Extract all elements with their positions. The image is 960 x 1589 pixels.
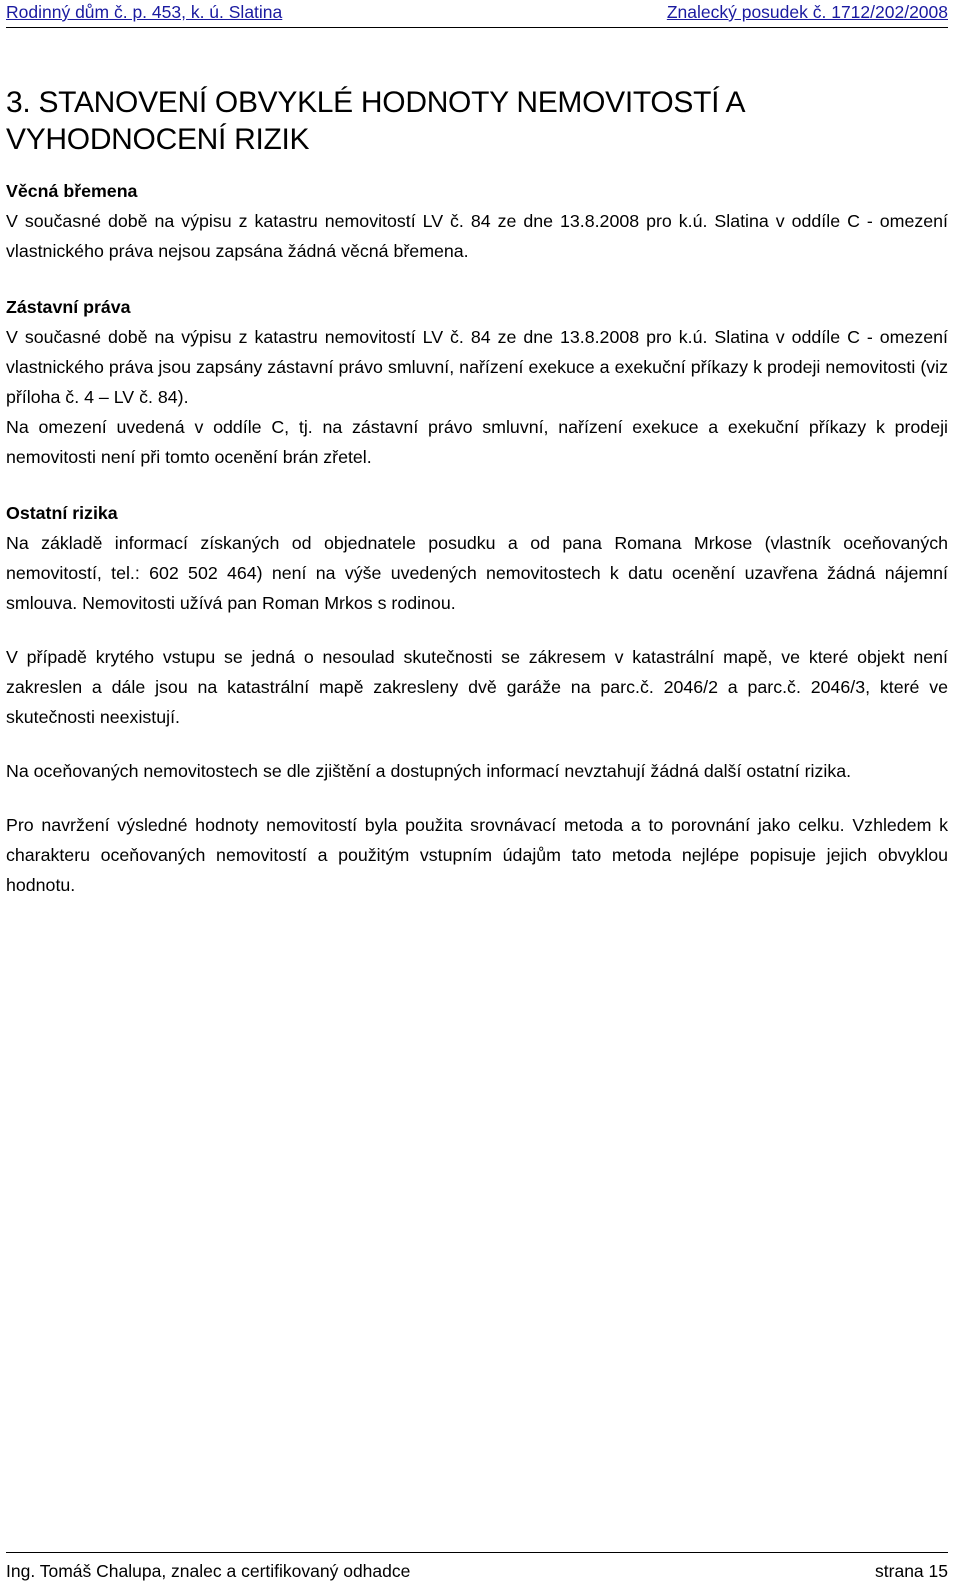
heading-vecna-bremena: Věcná břemena [6,181,138,201]
page-footer [6,1552,948,1582]
page-header [6,2,948,28]
paragraph-zastavni-prava-1: V současné době na výpisu z katastru nemovitostí LV č. 84 ze dne 13.8.2008 pro k.ú. Slatina v oddíle C - omezení vlastnického práva jsou zapsány zástavní právo smluvní, nařízení exekuce a exekuční příkazy k prodeji nemovitosti (viz příloha č. 4 – LV č. 84). [6,327,948,407]
header-document-subject: Rodinný dům č. p. 453, k. ú. Slatina [6,2,283,22]
heading-ostatni-rizika: Ostatní rizika [6,503,118,523]
document-body [6,176,948,900]
header-report-number: Znalecký posudek č. 1712/202/2008 [666,2,948,22]
paragraph-zastavni-prava-2: Na omezení uvedená v oddíle C, tj. na zástavní právo smluvní, nařízení exekuce a exekuční příkazy k prodeji nemovitosti není při tomto ocenění brán zřetel. [6,417,948,467]
paragraph-ostatni-rizika-4: Pro navržení výsledné hodnoty nemovitostí byla použita srovnávací metoda a to porovnání jako celku. Vzhledem k charakteru oceňovaných nemovitostí a použitým vstupním údajům tato metoda nejlépe popisuje jejich obvyklou hodnotu. [6,815,948,895]
paragraph-ostatni-rizika-3: Na oceňovaných nemovitostech se dle zjištění a dostupných informací nevztahují žádná další ostatní rizika. [6,761,852,781]
heading-zastavni-prava: Zástavní práva [6,297,131,317]
paragraph-ostatni-rizika-1: Na základě informací získaných od objednatele posudku a od pana Romana Mrkose (vlastník oceňovaných nemovitostí, tel.: 602 502 464) není na výše uvedených nemovitostech k datu ocenění uzavřena žádná nájemní smlouva. Nemovitosti užívá pan Roman Mrkos s rodinou. [6,533,948,613]
paragraph-vecna-bremena: V současné době na výpisu z katastru nemovitostí LV č. 84 ze dne 13.8.2008 pro k.ú. Slatina v oddíle C - omezení vlastnického práva nejsou zapsána žádná věcná břemena. [6,211,948,261]
page-title: 3. STANOVENÍ OBVYKLÉ HODNOTY NEMOVITOSTÍ A VYHODNOCENÍ RIZIK [6,86,744,156]
footer-page-number: strana 15 [875,1561,948,1581]
footer-author: Ing. Tomáš Chalupa, znalec a certifikovaný odhadce [6,1561,411,1581]
paragraph-ostatni-rizika-2: V případě krytého vstupu se jedná o nesoulad skutečnosti se zákresem v katastrální mapě, ve které objekt není zakreslen a dále jsou na katastrální mapě zakresleny dvě garáže na parc.č. 2046/2 a parc.č. 2046/3, které ve skutečnosti neexistují. [6,647,948,727]
